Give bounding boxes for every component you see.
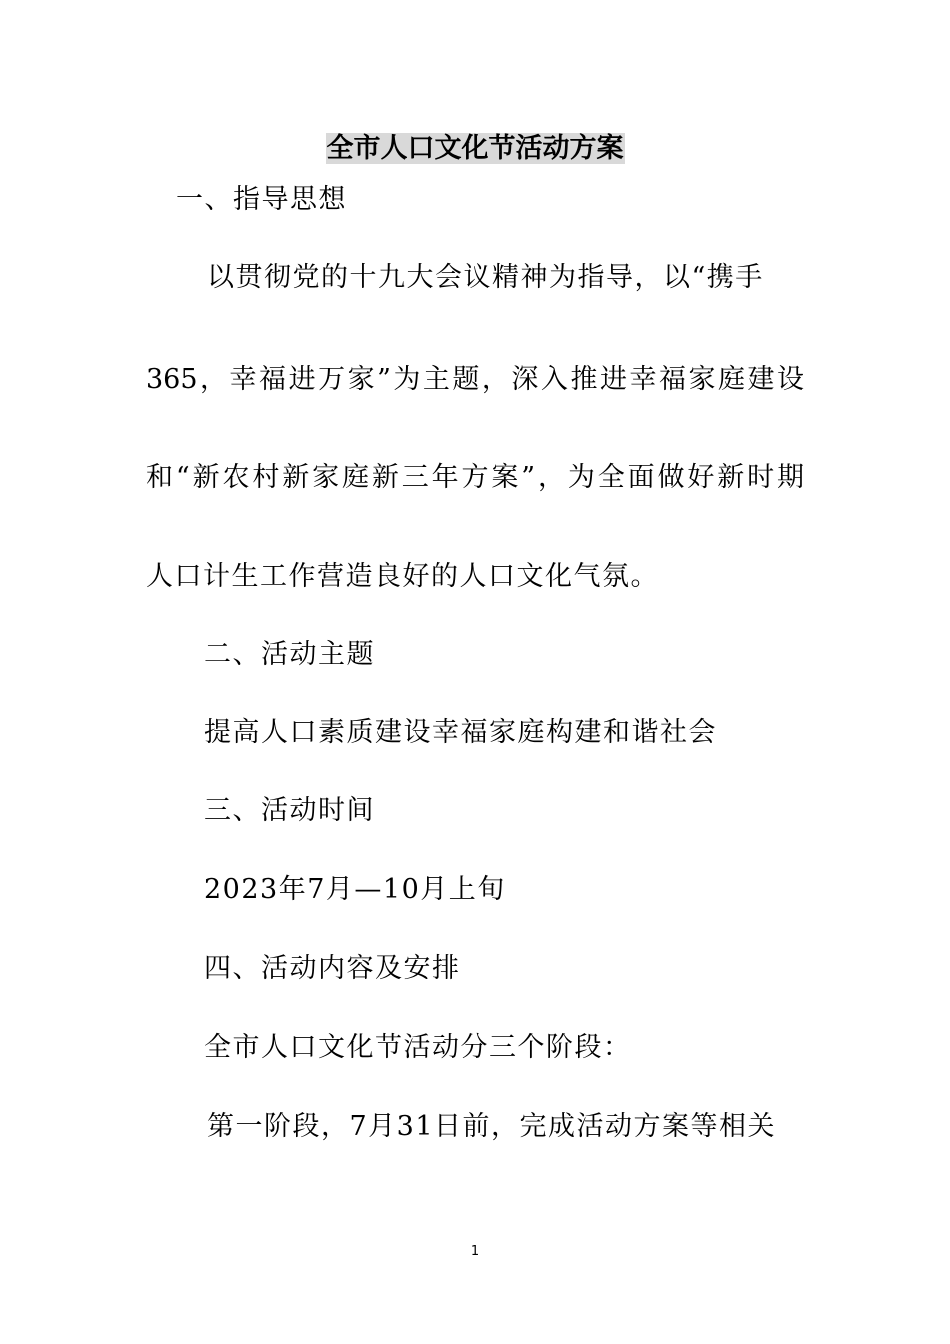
guiding-paragraph-line-1: 以贯彻党的十九大会议精神为指导，以“携手 <box>207 262 764 293</box>
section-heading-activity-time: 三、活动时间 <box>204 795 375 826</box>
section-heading-activity-theme: 二、活动主题 <box>204 639 375 670</box>
activity-content-intro: 全市人口文化节活动分三个阶段： <box>204 1032 632 1063</box>
guiding-paragraph-line-3: 和“新农村新家庭新三年方案”，为全面做好新时期 <box>146 462 804 493</box>
document-title-text: 全市人口文化节活动方案 <box>326 133 624 164</box>
activity-stage-one-text: 第一阶段，7月31日前，完成活动方案等相关 <box>207 1111 777 1142</box>
section-heading-activity-content: 四、活动内容及安排 <box>204 953 461 984</box>
document-title <box>0 129 950 169</box>
activity-theme-text: 提高人口素质建设幸福家庭构建和谐社会 <box>204 717 717 748</box>
section-heading-guiding-thought: 一、指导思想 <box>176 184 347 215</box>
guiding-paragraph-line-2: 365，幸福进万家”为主题，深入推进幸福家庭建设 <box>146 364 804 395</box>
guiding-paragraph-line-4: 人口计生工作营造良好的人口文化气氛。 <box>146 561 659 592</box>
activity-time-text: 2023年7月—10月上旬 <box>204 874 506 905</box>
page-number: 1 <box>470 1244 480 1259</box>
